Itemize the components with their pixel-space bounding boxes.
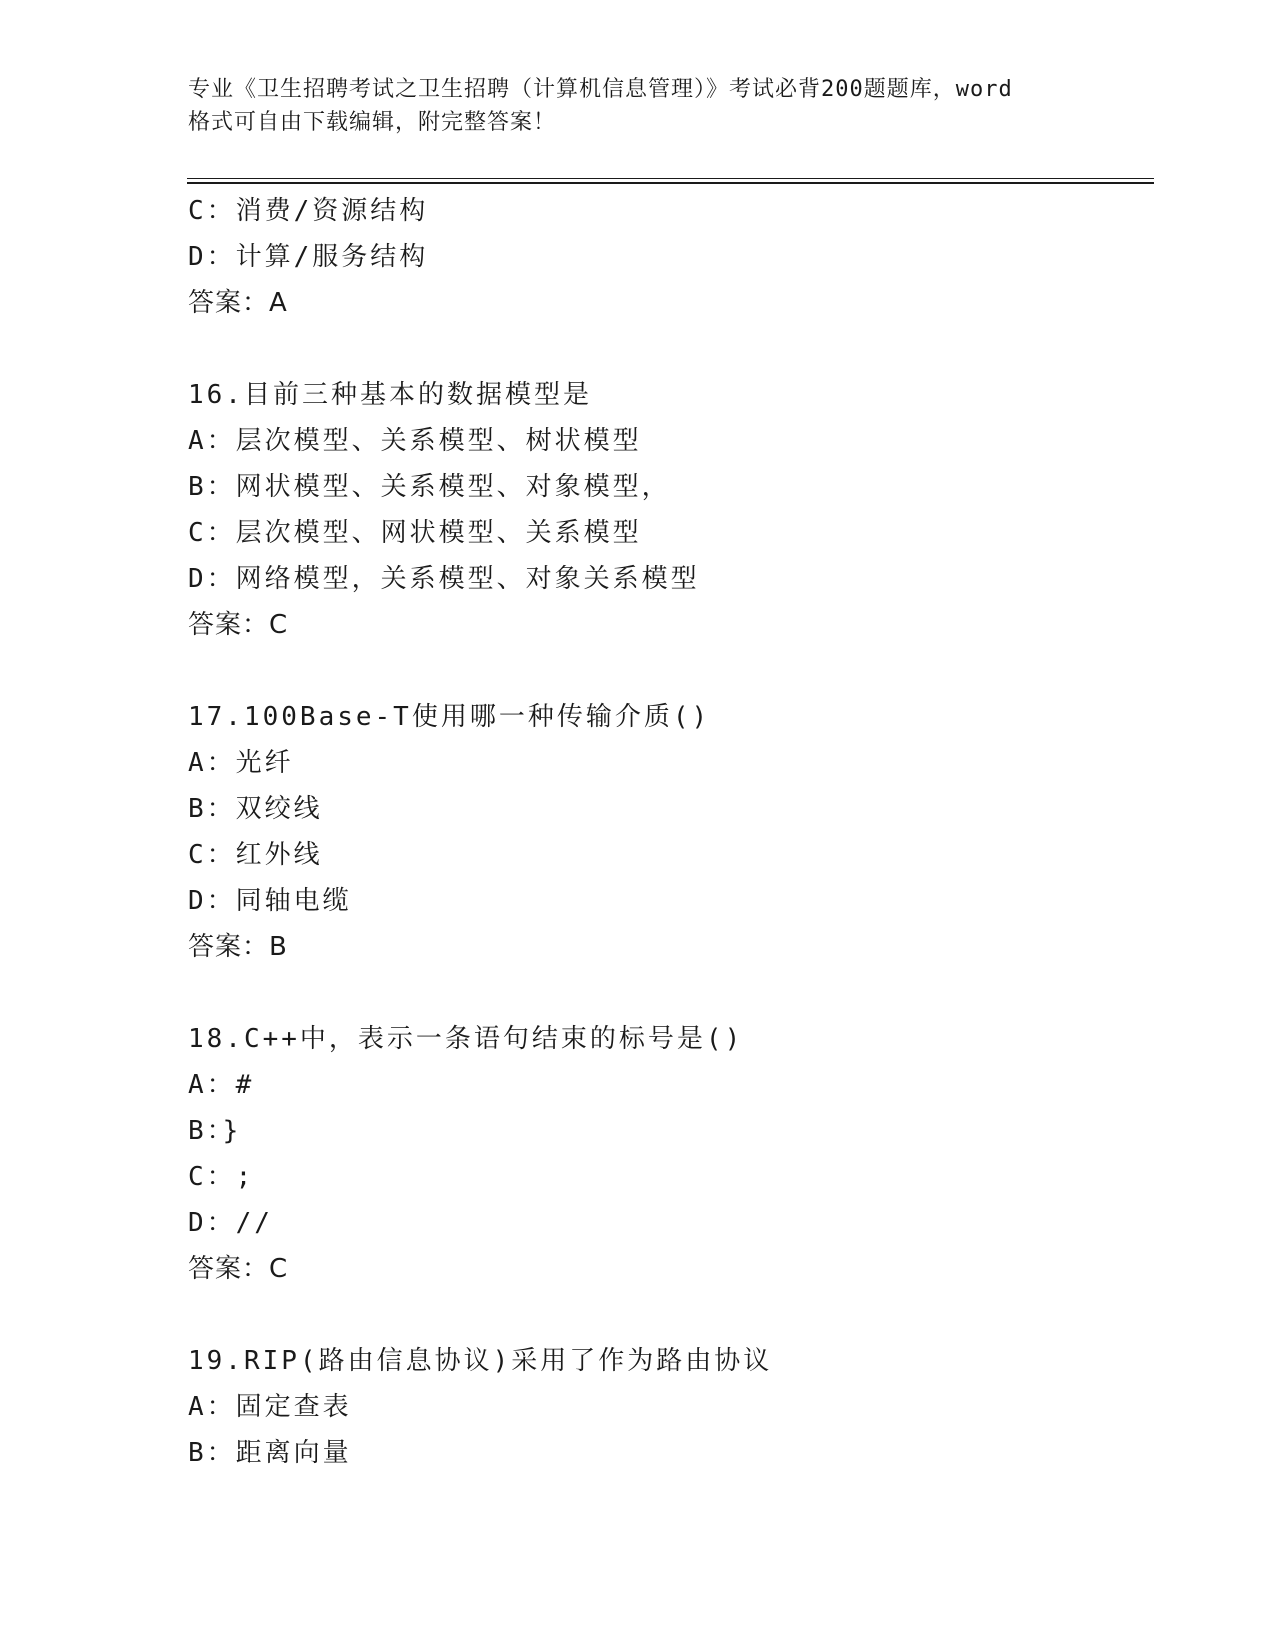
question-15-tail bbox=[188, 188, 1148, 326]
answer-line: 答案：A bbox=[188, 288, 288, 318]
document-header bbox=[188, 73, 1088, 139]
option-a: A：层次模型、关系模型、树状模型 bbox=[188, 426, 642, 456]
question-17 bbox=[188, 694, 1148, 970]
question-stem: 18.C++中，表示一条语句结束的标号是() bbox=[188, 1024, 744, 1054]
header-title-line-2: 格式可自由下载编辑，附完整答案！ bbox=[188, 110, 557, 135]
option-a: A：光纤 bbox=[188, 748, 294, 778]
question-list bbox=[188, 188, 1148, 1476]
option-c: C：层次模型、网状模型、关系模型 bbox=[188, 518, 642, 548]
option-c: C：红外线 bbox=[188, 840, 323, 870]
question-16 bbox=[188, 372, 1148, 648]
spacer bbox=[188, 326, 1148, 372]
header-divider-top bbox=[187, 178, 1154, 179]
option-b: B：} bbox=[188, 1116, 242, 1146]
option-a: A：# bbox=[188, 1070, 255, 1100]
option-d: D：网络模型，关系模型、对象关系模型 bbox=[188, 564, 700, 594]
question-19 bbox=[188, 1338, 1148, 1476]
option-d: D：// bbox=[188, 1208, 273, 1238]
option-c: C：消费/资源结构 bbox=[188, 196, 429, 226]
header-title-line-1: 专业《卫生招聘考试之卫生招聘（计算机信息管理）》考试必背200题题库，word bbox=[188, 77, 1013, 102]
option-b: B：距离向量 bbox=[188, 1438, 352, 1468]
answer-line: 答案：B bbox=[188, 932, 288, 962]
option-d: D：计算/服务结构 bbox=[188, 242, 429, 272]
question-stem: 19.RIP(路由信息协议)采用了作为路由协议 bbox=[188, 1346, 773, 1376]
header-divider-bottom bbox=[187, 182, 1154, 184]
option-d: D：同轴电缆 bbox=[188, 886, 352, 916]
spacer bbox=[188, 1292, 1148, 1338]
option-b: B：网状模型、关系模型、对象模型， bbox=[188, 472, 671, 502]
spacer bbox=[188, 648, 1148, 694]
answer-line: 答案：C bbox=[188, 610, 289, 640]
spacer bbox=[188, 970, 1148, 1016]
option-b: B：双绞线 bbox=[188, 794, 323, 824]
question-stem: 16.目前三种基本的数据模型是 bbox=[188, 380, 592, 410]
question-18 bbox=[188, 1016, 1148, 1292]
question-stem: 17.100Base-T使用哪一种传输介质() bbox=[188, 702, 711, 732]
option-a: A：固定查表 bbox=[188, 1392, 352, 1422]
answer-line: 答案：C bbox=[188, 1254, 289, 1284]
option-c: C：; bbox=[188, 1162, 255, 1192]
